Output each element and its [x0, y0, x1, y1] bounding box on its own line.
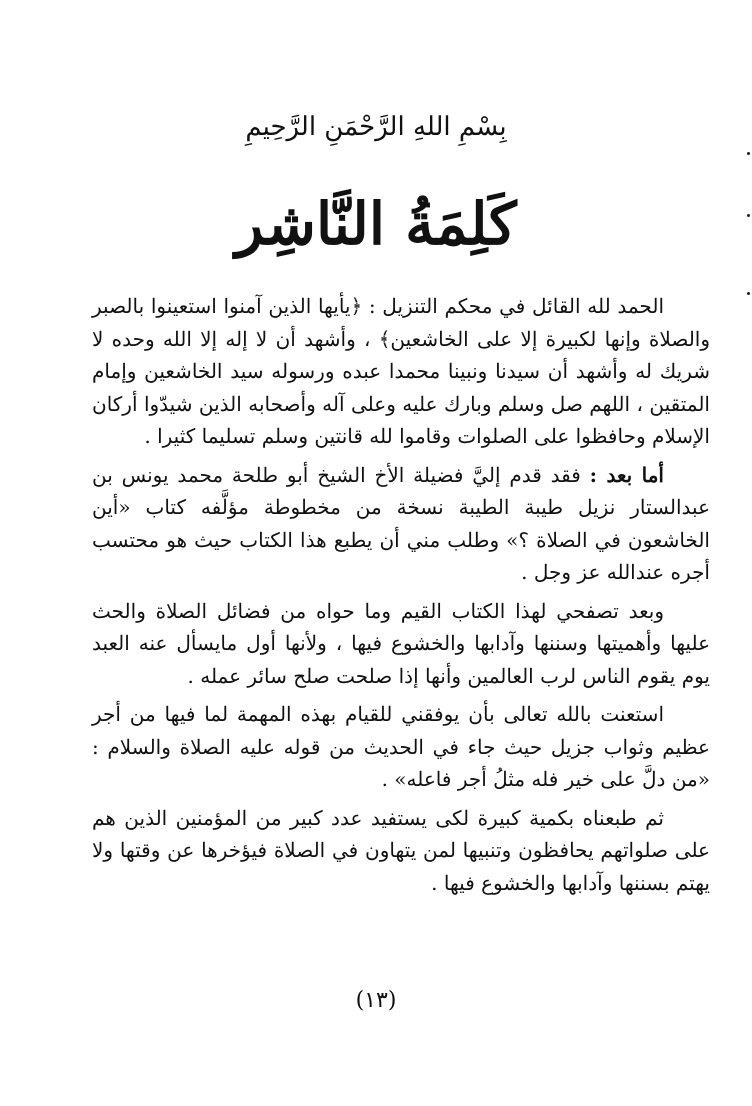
paragraph [92, 290, 710, 453]
paragraph [92, 802, 710, 900]
page-title: كَلِمَةُ النَّاشِر [235, 190, 517, 258]
paragraph-text: وبعد تصفحي لهذا الكتاب القيم وما حواه من فضائل الصلاة والحث عليها وأهميتها وسننها وآدابها والخشوع فيها ، ولأنها أول مايسأل عنه العبد يوم يقوم الناس لرب العالمين وأنها إذا صلحت صلح سائر عمله . [92, 598, 710, 688]
page-number: (١٣) [355, 988, 397, 1013]
paragraph-text: ثم طبعناه بكمية كبيرة لكى يستفيد عدد كبير من المؤمنين الذين هم على صلواتهم يحافظون وتنبيها لمن يتهاون في الصلاة فيؤخرها عن وقتها ولا يهتم بسننها وآدابها والخشوع فيها . [92, 805, 710, 895]
paragraph-text: استعنت بالله تعالى بأن يوفقني للقيام بهذه المهمة لما فيها من أجر عظيم وثواب جزيل حيث جاء في الحديث من قوله عليه الصلاة والسلام : «من دلَّ على خير فله مثلُ أجر فاعله» . [92, 702, 710, 791]
paragraph [92, 595, 710, 693]
paragraph [92, 698, 710, 796]
paragraph-text: الحمد لله القائل في محكم التنزيل : ﴿يأيها الذين آمنوا استعينوا بالصبر والصلاة وإنها لكبيرة إلا على الخاشعين﴾ ، وأشهد أن لا إله إلا الله وحده لا شريك له وأشهد أن سيدنا ونبينا محمدا عبده ورسوله سيد الخاشعين وإمام المتقين ، اللهم صل وسلم وبارك عليه وعلى آله وأصحابه الذين شيدّوا أركان الإسلام وحافظوا على الصلوات وقاموا لله قانتين وسلم تسليما كثيرا . [92, 294, 710, 448]
margin-dot-icon [747, 152, 750, 155]
basmala-heading: بِسْمِ اللهِ الرَّحْمَنِ الرَّحِيمِ [245, 112, 507, 142]
paragraph-text: فقد قدم إليَّ فضيلة الأخ الشيخ أبو طلحة محمد يونس بن عبدالستار نزيل طيبة الطيبة نسخة من مخطوطة مؤلَّفه كتاب «أين الخاشعون في الصلاة ؟» وطلب مني أن يطبع هذا الكتاب حيث هو محتسب أجره عندالله عز وجل . [92, 462, 710, 584]
paragraph [92, 459, 710, 589]
paragraph-opener: أما بعد : [589, 462, 664, 487]
body-text [92, 290, 710, 905]
margin-dot-icon [747, 292, 750, 295]
margin-dot-icon [747, 214, 750, 217]
